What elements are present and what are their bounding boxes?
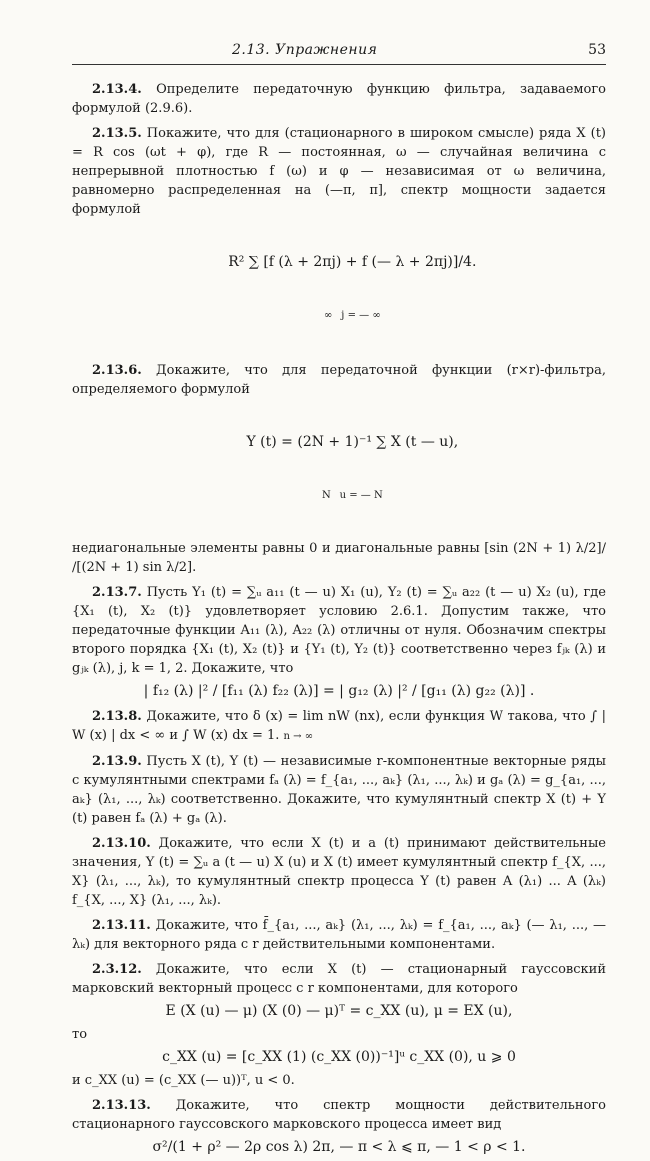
exercise-2-13-6: 2.13.6. Докажите, что для передаточной функции (r×r)-фильтра, определяемого формулой: [72, 363, 607, 397]
exercise-2-13-7: 2.13.7. Пусть Y₁ (t) = ∑ᵤ a₁₁ (t — u) X₁ (u), Y₂ (t) = ∑ᵤ a₂₂ (t — u) X₂ (u), где {X₁ (t), X₂ (t)} удовлетворяет условию 2.6.1. Допустим также, что передаточные функции A₁₁ (λ), A₂₂ (λ) отличны от нуля. Обозначим спектры второго порядка {X₁ (t), X₂ (t)} и {Y₁ (t), Y₂ (t)} соответственно через fⱼₖ (λ) и gⱼₖ (λ), j, k = 1, 2. Докажите, что: [72, 585, 606, 676]
exercise-2-13-10: 2.13.10. Докажите, что если X (t) и a (t) принимают действительные значения, Y (t) = ∑ᵤ a (t — u) X (u) и X (t) имеет кумулянтный спектр f_{X, ..., X} (λ₁, ..., λₖ), то кумулянтный спектр процесса Y (t) равен A (λ₁) ... A (λₖ) f_{X, ..., X} (λ₁, ..., λₖ).: [72, 836, 606, 908]
formula-2-13-5: R² ∑ [f (λ + 2πj) + f (— λ + 2πj)]/4. ∞ j = — ∞: [228, 254, 477, 321]
exercise-2-13-13: 2.13.13. Докажите, что спектр мощности действительного стационарного гауссовского марковского процесса имеет вид: [72, 1098, 607, 1132]
word-to: то: [72, 1027, 88, 1042]
page-number: 53: [588, 42, 606, 58]
exercises: [72, 80, 606, 1161]
formula-2-3-12-a: E (X (u) — μ) (X (0) — μ)ᵀ = c_XX (u), μ = EX (u),: [165, 1003, 513, 1019]
exercise-2-13-8: 2.13.8. Докажите, что δ (x) = lim nW (nx), если функция W такова, что ∫ | W (x) | dx < ∞ и ∫ W (x) dx = 1. n → ∞: [72, 709, 606, 743]
running-header: [72, 42, 606, 65]
formula-2-13-13: σ²/(1 + ρ² — 2ρ cos λ) 2π, — π < λ ⩽ π, — 1 < ρ < 1.: [152, 1139, 526, 1155]
formula-2-13-7: | f₁₂ (λ) |² / [f₁₁ (λ) f₂₂ (λ)] = | g₁₂ (λ) |² / [g₁₁ (λ) g₂₂ (λ)] .: [143, 683, 535, 699]
formula-2-13-6: Y (t) = (2N + 1)⁻¹ ∑ X (t — u), N u = — N: [246, 434, 459, 501]
exercise-2-13-6-after: недиагональные элементы равны 0 и диагональные равны [sin (2N + 1) λ/2]/ /[(2N + 1) sin λ/2].: [72, 541, 606, 575]
exercise-2-3-12-after: и c_XX (u) = (c_XX (— u))ᵀ, u < 0.: [72, 1073, 295, 1088]
exercise-2-3-12: 2.3.12. Докажите, что если X (t) — стационарный гауссовский марковский векторный процесс с r компонентами, для которого: [72, 962, 606, 996]
exercise-2-13-5: 2.13.5. Покажите, что для (стационарного в широком смысле) ряда X (t) = R cos (ωt + φ), где R — постоянная, ω — случайная величина с непрерывной плотностью f (ω) и φ — независимая от ω величина, равномерно распределенная на (—π, π], спектр мощности задается формулой: [72, 126, 606, 217]
exercise-2-13-11: 2.13.11. Докажите, что f̄_{a₁, ..., aₖ} (λ₁, ..., λₖ) = f_{a₁, ..., aₖ} (— λ₁, ..., — λₖ) для векторного ряда с r действительными компонентами.: [72, 918, 606, 952]
header-title: 2.13. Упражнения: [232, 42, 378, 58]
exercise-2-13-9: 2.13.9. Пусть X (t), Y (t) — независимые r-компонентные векторные ряды с кумулянтными спектрами fₐ (λ) = f_{a₁, ..., aₖ} (λ₁, ..., λₖ) и gₐ (λ) = g_{a₁, ..., aₖ} (λ₁, ..., λₖ) соответственно. Докажите, что кумулянтный спектр X (t) + Y (t) равен fₐ (λ) + gₐ (λ).: [72, 754, 606, 826]
exercise-2-13-4: 2.13.4. Определите передаточную функцию фильтра, задаваемого формулой (2.9.6).: [72, 82, 606, 116]
formula-2-3-12-b: c_XX (u) = [c_XX (1) (c_XX (0))⁻¹]ᵘ c_XX (0), u ⩾ 0: [162, 1049, 516, 1065]
